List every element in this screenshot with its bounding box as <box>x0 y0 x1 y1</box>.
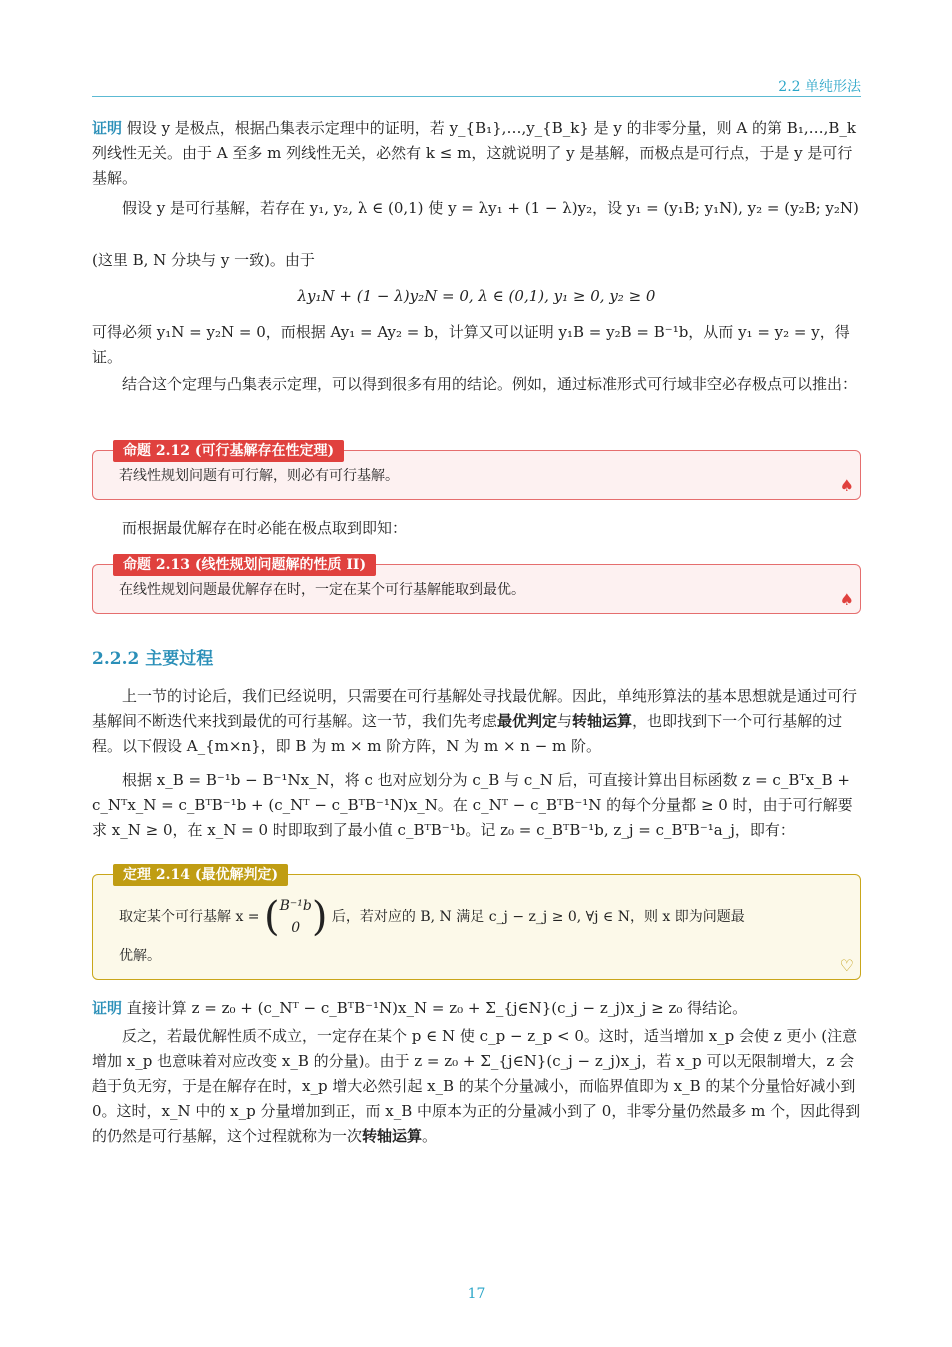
emph-pivot-2: 转轴运算 <box>362 1127 423 1145</box>
equation-text: λy₁N + (1 − λ)y₂N = 0, λ ∈ (0,1), y₁ ≥ 0, y₂ ≥ 0 <box>297 287 656 305</box>
matrix-bottom: 0 <box>291 920 301 936</box>
theorem-2-14-body <box>119 895 840 967</box>
theorem-2-14-tag: 定理 2.14 (最优解判定) <box>113 864 288 886</box>
emph-optimal-test: 最优判定 <box>497 712 558 730</box>
proposition-2-13-box <box>92 557 861 614</box>
emph-pivot: 转轴运算 <box>572 712 633 730</box>
proof-text-2b: (这里 B, N 分块与 y 一致)。由于 <box>92 251 315 269</box>
header-rule <box>92 96 861 97</box>
proof-label-2: 证明 <box>92 999 123 1017</box>
spade-icon: ♠ <box>839 590 854 609</box>
theorem-text-c: 优解。 <box>119 948 161 964</box>
proof-text-3: 可得必须 y₁N = y₂N = 0，而根据 Ay₁ = Ay₂ = b，计算又可以证明 y₁B = y₂B = B⁻¹b，从而 y₁ = y₂ = y，得证。 <box>92 323 850 366</box>
proof-text-4: 直接计算 z = z₀ + (c_Nᵀ − c_BᵀB⁻¹N)x_N = z₀ + Σ_{j∈N}(c_j − z_j)x_j ≥ z₀ 得结论。 <box>126 999 748 1017</box>
main-text-1a: 上一节的讨论后，我们已经说明，只需要在可行基解处寻找最优解。因此，单纯形算法的基本思想就是通过可行基解间不断迭代来找到最优的可行基解。这一节，我们先考虑 <box>92 687 858 730</box>
column-matrix: ( B⁻¹b 0 ) <box>263 894 328 940</box>
heart-icon: ♡ <box>839 956 854 975</box>
matrix-top: B⁻¹b <box>279 898 312 914</box>
proposition-2-12-tag: 命题 2.12 (可行基解存在性定理) <box>113 440 344 462</box>
proof-paragraph-2 <box>92 196 861 221</box>
spade-icon: ♠ <box>839 476 854 495</box>
proof-paragraph-4 <box>92 996 861 1021</box>
proposition-2-13-tag: 命题 2.13 (线性规划问题解的性质 II) <box>113 554 376 576</box>
running-header: 2.2 单纯形法 <box>778 79 861 95</box>
final-text-c: 。 <box>422 1127 438 1145</box>
theorem-text-a: 取定某个可行基解 x = <box>119 909 260 925</box>
paragraph-optimal <box>92 516 861 541</box>
proposition-2-12-body: 若线性规划问题有可行解，则必有可行基解。 <box>119 468 399 484</box>
proof-text-1: 假设 y 是极点，根据凸集表示定理中的证明，若 y_{B₁},…,y_{B_k} 是 y 的非零分量，则 A 的第 B₁,…,B_k 列线性无关。由于 A 至多 m 列线性无关，必然有 k ≤ m，这就说明了 y 是基解，而极点是可行点，于是 y 是可行基解。 <box>92 119 856 187</box>
proposition-2-13-body: 在线性规划问题最优解存在时，一定在某个可行基解能取到最优。 <box>119 582 525 598</box>
proof-label: 证明 <box>92 119 123 137</box>
final-paragraph <box>92 1024 861 1149</box>
main-paragraph-1 <box>92 684 861 759</box>
proof-paragraph-3 <box>92 320 861 370</box>
page-number: 17 <box>467 1286 486 1302</box>
theorem-2-14-box <box>92 867 861 980</box>
proposition-2-12-box <box>92 443 861 500</box>
section-heading-2-2-2: 2.2.2 主要过程 <box>92 649 214 669</box>
final-text-a: 反之，若最优解性质不成立，一定存在某个 p ∈ N 使 c_p − z_p < 0。这时，适当增加 x_p 会使 z 更小 (注意增加 x_p 也意味着对应改变 x_B 的分量)。由于 z = z₀ + Σ_{j∈N}(c_j − z_j)x_j，若 x_p 可以无限制增大，z 会趋于负无穷，于是在解存在时，x_p 增大必然引起 x_B 的某个分量减小，而临界值即为 x_B 的某个分量恰好减小到 0。这时，x_N 中的 x_p 分量增加到正，而 x_B 中原本为正的分量减小到了 0，非零分量仍然最多 m 个，因此得到的仍然是可行基解，这个过程就称为一次 <box>92 1027 861 1145</box>
main-text-2: 根据 x_B = B⁻¹b − B⁻¹Nx_N，将 c 也对应划分为 c_B 与 c_N 后，可直接计算出目标函数 z = c_Bᵀx_B + c_Nᵀx_N = c_BᵀB⁻¹b + (c_Nᵀ − c_BᵀB⁻¹N)x_N。在 c_Nᵀ − c_BᵀB⁻¹N 的每个分量都 ≥ 0 时，由于可行解要求 x_N ≥ 0，在 x_N = 0 时即取到了最小值 c_BᵀB⁻¹b。记 z₀ = c_BᵀB⁻¹b, z_j = c_BᵀB⁻¹a_j，即有： <box>92 771 853 839</box>
proof-paragraph-1 <box>92 116 861 191</box>
display-equation <box>92 284 861 309</box>
main-text-1c: 与 <box>557 712 573 730</box>
paragraph-optimal-text: 而根据最优解存在时必能在极点取到即知： <box>122 519 408 537</box>
paragraph-combine <box>92 372 861 397</box>
paragraph-combine-text: 结合这个定理与凸集表示定理，可以得到很多有用的结论。例如，通过标准形式可行域非空必存极点可以推出： <box>122 375 858 393</box>
main-text-1d: ，也即找到下一个可行基解的过程。以下假设 A_{m×n}，即 B 为 m × m 阶方阵，N 为 m × n − m 阶。 <box>92 712 843 755</box>
main-paragraph-2 <box>92 768 861 843</box>
theorem-text-b: 后，若对应的 B, N 满足 c_j − z_j ≥ 0, ∀j ∈ N，则 x 即为问题最 <box>331 909 745 925</box>
proof-paragraph-2b <box>92 248 861 273</box>
proof-text-2: 假设 y 是可行基解，若存在 y₁, y₂, λ ∈ (0,1) 使 y = λy₁ + (1 − λ)y₂，设 y₁ = (y₁B; y₁N), y₂ = (y₂B; y₂N) <box>122 199 859 217</box>
